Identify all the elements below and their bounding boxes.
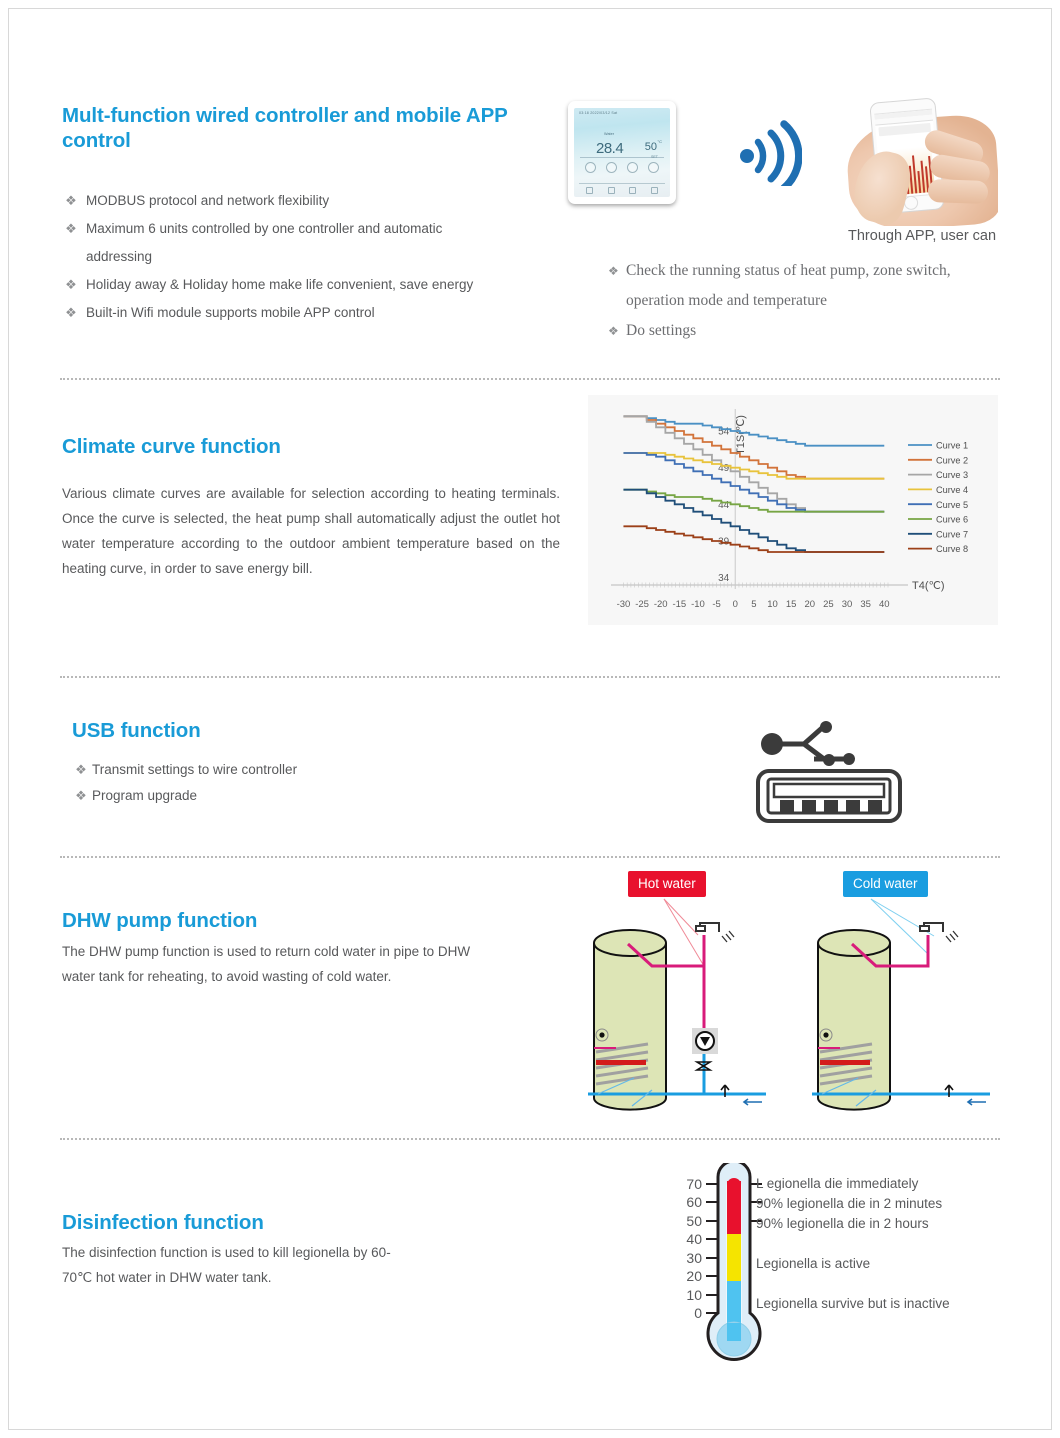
mode-icon xyxy=(627,162,638,173)
climate-curve-svg xyxy=(588,395,998,625)
section1-app-bullets xyxy=(608,256,1008,346)
legend-label: Curve 5 xyxy=(936,499,969,510)
section2-title: Climate curve function xyxy=(62,435,281,458)
legend-label: Curve 7 xyxy=(936,529,969,540)
diamond-bullet-icon: ❖ xyxy=(65,193,77,208)
bullet-item-continuation xyxy=(62,243,562,271)
thermo-zone-label: Legionella survive but is inactive xyxy=(756,1296,950,1311)
svg-text:-15: -15 xyxy=(672,599,687,610)
bullet-text: Built-in Wifi module supports mobile APP control xyxy=(86,305,375,320)
through-app-caption: Through APP, user can xyxy=(848,228,997,244)
mode-icon xyxy=(585,162,596,173)
section5-paragraph-line1: The disinfection function is used to kill legionella by 60- xyxy=(62,1245,391,1260)
section4-paragraph-line2: water tank for reheating, to avoid wasting of cold water. xyxy=(62,969,392,984)
svg-text:44: 44 xyxy=(718,499,730,511)
svg-text:34: 34 xyxy=(718,573,730,585)
diamond-bullet-icon: ❖ xyxy=(65,305,77,320)
svg-text:-10: -10 xyxy=(691,599,705,610)
bullet-text: Maximum 6 units controlled by one controller and automatic xyxy=(86,221,443,236)
section1-title: Mult-function wired controller and mobile APP control xyxy=(62,104,508,152)
diamond-bullet-icon: ❖ xyxy=(65,277,77,292)
mode-icon xyxy=(648,162,659,173)
finger-illustration xyxy=(928,179,989,204)
svg-text:-30: -30 xyxy=(616,599,631,610)
menu-icon xyxy=(586,187,593,194)
svg-text:20: 20 xyxy=(804,599,816,610)
thermo-zone-label: Legionella is active xyxy=(756,1256,871,1271)
controller-set-temp: 50 xyxy=(644,141,657,153)
bullet-item xyxy=(72,757,512,783)
bullet-text: addressing xyxy=(86,249,153,264)
section1-bullet-list xyxy=(62,187,562,327)
mode-icon xyxy=(606,162,617,173)
section1-text-column xyxy=(62,103,562,327)
thermo-tick-40: 40 xyxy=(686,1231,702,1247)
section2-paragraph: Various climate curves are available for selection according to heating terminals. Once the curve is selected, the heat pump shall automatically adjust the outlet hot water temperature according to the outdoor ambient temperature based on the heating curve, in order to save energy bill. xyxy=(62,486,560,576)
app-bullet-item xyxy=(608,316,1008,346)
section5-text-column xyxy=(62,1210,522,1290)
controller-mode-row xyxy=(580,157,664,173)
phone-app-photo xyxy=(838,96,998,226)
bullet-item xyxy=(62,271,562,299)
bullet-text: Program upgrade xyxy=(92,788,198,803)
thermo-zone-label: 90% legionella die in 2 hours xyxy=(756,1216,929,1231)
app-bullet-text: Do settings xyxy=(626,322,697,339)
diamond-bullet-icon: ❖ xyxy=(75,788,87,803)
bullet-text: Transmit settings to wire controller xyxy=(92,762,298,777)
svg-text:15: 15 xyxy=(785,599,797,610)
section2-text-column xyxy=(62,434,560,581)
thermo-tick-30: 30 xyxy=(686,1250,702,1266)
thermo-tick-10: 10 xyxy=(686,1287,702,1303)
diamond-bullet-icon: ❖ xyxy=(75,762,87,777)
svg-text:-20: -20 xyxy=(653,599,668,610)
svg-text:T1S(℃): T1S(℃) xyxy=(735,415,748,455)
section4-text-column xyxy=(62,908,562,989)
thermo-tick-20: 20 xyxy=(686,1268,702,1284)
bullet-item xyxy=(62,299,562,327)
legend-label: Curve 6 xyxy=(936,514,969,525)
legend-label: Curve 4 xyxy=(936,485,969,495)
controller-screen xyxy=(574,108,670,197)
svg-text:30: 30 xyxy=(841,599,853,610)
bullet-item xyxy=(62,215,562,243)
legend-label: Curve 8 xyxy=(936,544,969,555)
wifi-icon xyxy=(738,120,802,186)
section3-title: USB function xyxy=(72,719,201,742)
bullet-item xyxy=(62,187,562,215)
section4-paragraph-line1: The DHW pump function is used to return cold water in pipe to DHW xyxy=(62,944,471,959)
svg-text:0: 0 xyxy=(732,599,738,610)
thermo-tick-0: 0 xyxy=(694,1305,702,1321)
thermo-zone-label: L egionella die immediately xyxy=(756,1176,919,1191)
thermo-tick-50: 50 xyxy=(686,1213,702,1229)
diamond-bullet-icon: ❖ xyxy=(65,221,77,236)
diamond-bullet-icon: ❖ xyxy=(608,324,619,338)
thermo-tick-60: 60 xyxy=(686,1194,702,1210)
curve-curve-2 xyxy=(623,416,884,478)
curve-curve-8 xyxy=(623,526,884,552)
menu-icon xyxy=(651,187,658,194)
section-multifunction-controller xyxy=(0,0,1060,370)
curve-curve-7 xyxy=(623,490,884,552)
controller-current-temp: 28.4 xyxy=(596,140,624,157)
svg-text:-25: -25 xyxy=(635,599,649,610)
section5-title: Disinfection function xyxy=(62,1211,264,1234)
phone-list-row xyxy=(878,123,931,136)
controller-set-label: SET xyxy=(651,155,658,159)
svg-text:10: 10 xyxy=(767,599,778,610)
climate-curve-chart xyxy=(588,395,998,625)
svg-text:54: 54 xyxy=(718,426,730,438)
bullet-text: MODBUS protocol and network flexibility xyxy=(86,193,330,208)
app-bullet-item xyxy=(608,256,1008,286)
curve-curve-1 xyxy=(623,416,884,445)
hot-water-label: Hot water xyxy=(628,871,706,897)
svg-text:T4(℃): T4(℃) xyxy=(912,580,945,592)
thermo-zone-label: 90% legionella die in 2 minutes xyxy=(756,1196,943,1211)
svg-text:35: 35 xyxy=(860,599,871,610)
controller-temp-unit: °C xyxy=(657,139,662,144)
legend-label: Curve 1 xyxy=(936,440,969,451)
legend-label: Curve 3 xyxy=(936,470,969,481)
svg-text:40: 40 xyxy=(878,599,890,610)
diamond-bullet-icon: ❖ xyxy=(608,264,619,278)
svg-text:49: 49 xyxy=(718,463,730,475)
controller-menu-row xyxy=(579,183,665,194)
bullet-text: Holiday away & Holiday home make life convenient, save energy xyxy=(86,277,474,292)
svg-text:39: 39 xyxy=(718,536,730,548)
bullet-item xyxy=(72,783,512,809)
thermo-tick-70: 70 xyxy=(686,1176,702,1192)
legend-label: Curve 2 xyxy=(936,455,969,466)
controller-status-bar: 03:18 2022/03/12 Sat xyxy=(579,111,618,115)
wired-controller-device xyxy=(568,101,676,204)
menu-icon xyxy=(608,187,615,194)
svg-text:5: 5 xyxy=(751,599,757,610)
cold-water-label: Cold water xyxy=(843,871,928,897)
svg-text:25: 25 xyxy=(823,599,834,610)
controller-room-label: Water xyxy=(604,132,614,136)
section5-paragraph-line2: 70℃ hot water in DHW water tank. xyxy=(62,1270,272,1285)
dhw-diagram xyxy=(586,866,1006,1112)
section4-title: DHW pump function xyxy=(62,909,258,932)
section3-text-column xyxy=(72,718,512,809)
app-bullet-text: Check the running status of heat pump, zone switch, xyxy=(626,262,951,279)
app-bullet-continuation: operation mode and temperature xyxy=(626,292,827,309)
svg-text:-5: -5 xyxy=(712,599,721,610)
section3-bullet-list xyxy=(72,757,512,809)
menu-icon xyxy=(629,187,636,194)
usb-icon xyxy=(752,718,912,828)
section-climate-curve xyxy=(0,370,1060,670)
